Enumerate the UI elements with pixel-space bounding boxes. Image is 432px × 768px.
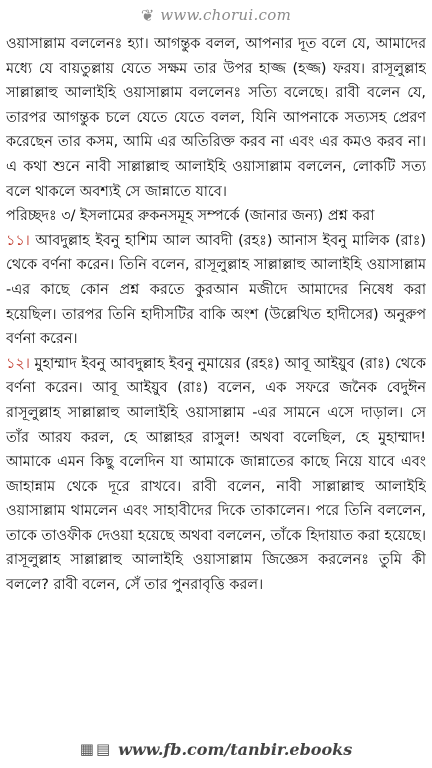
hadith-12 — [6, 352, 426, 598]
leaf-icon: ❦ — [140, 5, 155, 25]
page-content — [6, 32, 426, 732]
chapter-heading: পরিচ্ছদঃ ৩/ ইসলামের রুকনসমূহ সম্পর্কে (জানার জন্য) প্রশ্ন করা — [6, 208, 375, 225]
hadith-11 — [6, 229, 426, 352]
footer-url: www.fb.com/tanbir.ebooks — [118, 739, 353, 759]
library-icon: ▦ — [79, 740, 96, 758]
hadith-continuation: ওয়াসাল্লাম বললেনঃ হ্যা। আগন্তুক বলল, আপনার দূত বলে যে, আমাদের মধ্যে যে বায়তুল্লায় যেতে সক্ষম তার উপর হাজ্জ (হজ্জ) ফরয। রাসূলুল্লাহ সাল্লাল্লাহু আলাইহি ওয়াসাল্লাম বললেনঃ সত্যি বলেছে। রাবী বলেন যে, তারপর আগন্তুক চলে যেতে যেতে বলল, যিনি আপনাকে সত্যসহ প্রেরণ করেছেন তার কসম, আমি এর অতিরিক্ত করব না এবং এর কমও করব না। এ কথা শুনে নাবী সাল্লাল্লাহু আলাইহি ওয়াসাল্লাম বললেন, লোকটি সত্য বলে থাকলে অবশ্যই সে জান্নাতে যাবে। — [6, 36, 426, 200]
page-header — [0, 2, 432, 28]
hadith-number: ১২। — [6, 355, 30, 372]
hadith-text: মুহাম্মাদ ইবনু আবদুল্লাহ ইবনু নুমায়ের (রহঃ) আবূ আইয়ুব (রাঃ) থেকে বর্ণনা করেন। আবূ আইয়ুব (রাঃ) বলেন, এক সফরে জনৈক বেদুঈন রাসূলুল্লাহ সাল্লাল্লাহু আলাইহি ওয়াসাল্লাম -এর সামনে এসে দাড়াল। সে তাঁর আরয করল, হে আল্লাহর রাসুল! অথবা বলেছিল, হে মুহাম্মাদ! আমাকে এমন কিছু বলেদিন যা আমাকে জান্নাতের কাছে নিয়ে যাবে এবং জাহান্নাম থেকে দূরে রাখবে। রাবী বলেন, নাবী সাল্লাল্লাহু আলাইহি ওয়াসাল্লাম থামলেন এবং সাহাবীদের দিকে তাকালেন। পরে তিনি বললেন, তাকে তাওফীক দেওয়া হয়েছে অথবা বললেন, তাঁকে হিদায়াত করা হয়েছে। রাসূলুল্লাহ সাল্লাল্লাহু আলাইহি ওয়াসাল্লাম জিজ্ঞেস করলেনঃ তুমি কী বললে? রাবী বলেন, সেঁ তার পুনরাবৃত্তি করল। — [6, 355, 426, 594]
hadith-text: আবদুল্লাহ ইবনু হাশিম আল আবদী (রহঃ) আনাস ইবনু মালিক (রাঃ) থেকে বর্ণনা করেন। তিনি বলেন, রাসূলুল্লাহ সাল্লাল্লাহু আলাইহি ওয়াসাল্লাম -এর কাছে কোন প্রশ্ন করতে কুরআন মজীদে আমাদের নিষেধ করা হয়েছিল। তারপর তিনি হাদীসটির বাকি অংশ (উল্লেখিত হাদীসের) অনুরুপ বর্ণনা করেন। — [6, 232, 426, 348]
book-icon: ▤ — [95, 740, 113, 758]
header-url: www.chorui.com — [160, 6, 292, 24]
hadith-number: ১১। — [6, 232, 30, 249]
page-footer — [0, 736, 432, 762]
